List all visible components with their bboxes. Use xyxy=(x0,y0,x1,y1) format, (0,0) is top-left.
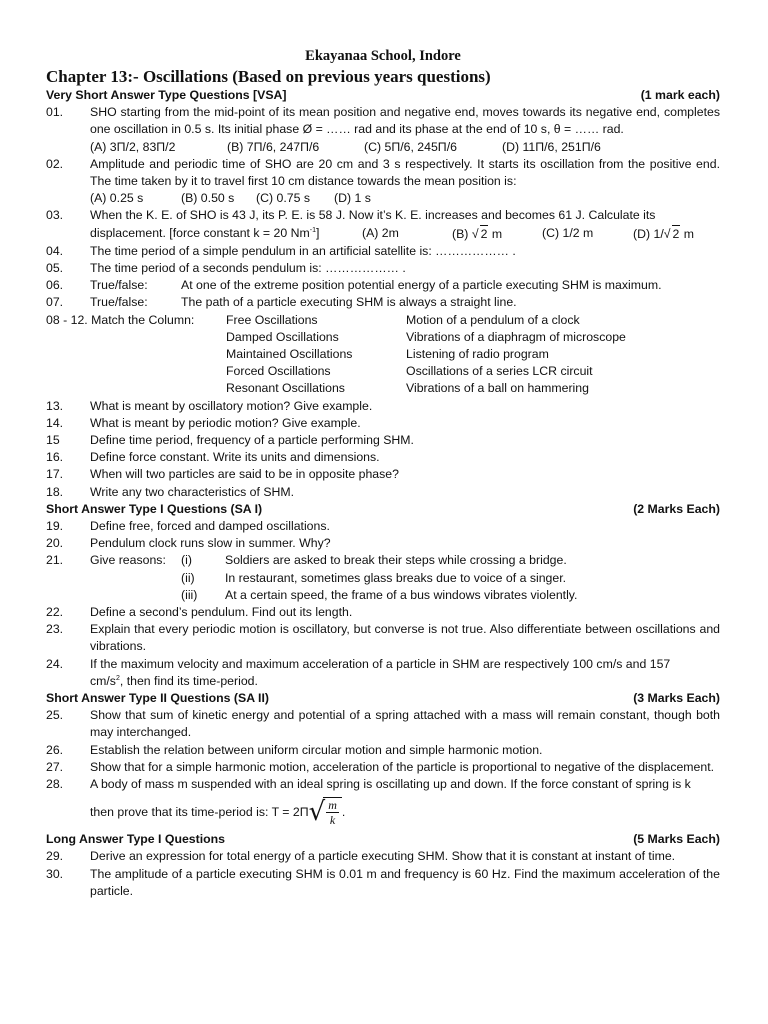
true-false-label: True/false: xyxy=(90,278,148,293)
match-left-item: Forced Oscillations xyxy=(226,364,331,379)
sub-question-text: At a certain speed, the frame of a bus windows vibrates violently. xyxy=(225,587,578,602)
match-left-item: Free Oscillations xyxy=(226,312,318,327)
question-17 xyxy=(46,466,720,483)
question-number: 23. xyxy=(46,622,64,637)
option-d: (D) 1 s xyxy=(334,191,371,206)
match-row xyxy=(46,312,720,329)
chapter-title: Chapter 13:- Oscillations (Based on previous years questions) xyxy=(46,67,491,86)
question-text: What is meant by oscillatory motion? Give example. xyxy=(90,398,373,413)
question-number: 22. xyxy=(46,605,64,619)
sub-question-text: Soldiers are asked to break their steps while crossing a bridge. xyxy=(225,553,567,568)
question-text: The amplitude of a particle executing SHM is 0.01 m and frequency is 60 Hz. Find the maximum acceleration of the particle. xyxy=(90,866,720,898)
question-23 xyxy=(46,621,720,655)
worksheet-page xyxy=(46,47,720,900)
option-c: (C) 1/2 m xyxy=(542,225,594,240)
question-number: 18. xyxy=(46,484,64,499)
question-number: 27. xyxy=(46,759,64,774)
match-row xyxy=(46,329,720,346)
question-text: The time period of a simple pendulum in an artificial satellite is: ……………… . xyxy=(90,243,516,258)
question-22 xyxy=(46,604,720,621)
question-number: 21. xyxy=(46,553,64,568)
section-header-la1 xyxy=(46,831,720,848)
section-header-sa2 xyxy=(46,690,720,707)
option-b: (B) 7Π/6, 247Π/6 xyxy=(227,139,320,154)
match-row xyxy=(46,363,720,380)
formula-line: then prove that its time-period is: T = 2Π √ $\frac{m}{k}$ . xyxy=(90,797,346,828)
question-text: Show that for a simple harmonic motion, acceleration of the particle is proportional to negative of the displacement. xyxy=(90,759,715,774)
match-the-column xyxy=(46,312,720,398)
question-text: Establish the relation between uniform circular motion and simple harmonic motion. xyxy=(90,742,543,757)
option-b: (B) 0.50 s xyxy=(181,191,235,206)
sub-number: (i) xyxy=(181,553,192,568)
question-04 xyxy=(46,243,720,260)
option-c: (C) 5Π/6, 245Π/6 xyxy=(364,139,457,154)
option-a: (A) 3Π/2, 83Π/2 xyxy=(90,139,176,154)
match-left-item: Damped Oscillations xyxy=(226,329,339,344)
question-14 xyxy=(46,415,720,432)
section-title: Short Answer Type I Questions (SA I) xyxy=(46,501,263,516)
section-marks: (2 Marks Each) xyxy=(633,501,720,516)
question-20 xyxy=(46,535,720,552)
question-text: Amplitude and periodic time of SHO are 20 cm and 3 s respectively. It starts its oscillation from the positive end. The time taken by it to travel first 10 cm distance towards the mean position is: xyxy=(90,156,720,188)
question-text: A body of mass m suspended with an ideal spring is oscillating up and down. If the force constant of spring is k xyxy=(90,777,691,792)
question-number: 19. xyxy=(46,519,64,534)
question-25 xyxy=(46,707,720,741)
question-number: 02. xyxy=(46,156,64,171)
question-text: When will two particles are said to be in opposite phase? xyxy=(90,467,399,482)
question-text: Explain that every periodic motion is oscillatory, but converse is not true. Also differentiate between oscillations and vibrations. xyxy=(90,622,720,654)
question-number: 06. xyxy=(46,278,64,293)
question-06 xyxy=(46,277,720,294)
question-number: 30. xyxy=(46,866,64,881)
question-text: If the maximum velocity and maximum acceleration of a particle in SHM are respectively 100 cm/s and 157 xyxy=(90,656,671,671)
match-row xyxy=(46,380,720,397)
match-right-item: Oscillations of a series LCR circuit xyxy=(406,364,593,379)
option-d: (D) 1/√ 2 m xyxy=(633,225,694,243)
match-left-item: Resonant Oscillations xyxy=(226,381,345,396)
sub-number: (iii) xyxy=(181,587,198,602)
question-text: SHO starting from the mid-point of its mean position and negative end, moves towards its negative end, completes one oscillation in 0.5 s. Its initial phase Ø = …… rad and its phase at the end of 10 s, θ = …… rad. xyxy=(90,105,720,137)
question-text-cont: displacement. [force constant k = 20 $Nm^{-1}$] xyxy=(90,225,320,240)
question-number: 28. xyxy=(46,777,64,792)
question-number: 20. xyxy=(46,536,64,551)
option-a: (A) 2m xyxy=(362,225,399,240)
question-number: 13. xyxy=(46,398,64,413)
question-text: The time period of a seconds pendulum is: ……………… . xyxy=(90,261,406,276)
question-24 xyxy=(46,656,720,690)
section-header-sa1 xyxy=(46,501,720,518)
match-right-item: Vibrations of a ball on hammering xyxy=(406,381,589,396)
question-13 xyxy=(46,398,720,415)
question-text: Define free, forced and damped oscillations. xyxy=(90,519,330,534)
question-text: Show that sum of kinetic energy and potential of a spring attached with a mass will remain constant, though both may interchanged. xyxy=(90,708,720,740)
sub-question-text: In restaurant, sometimes glass breaks due to voice of a singer. xyxy=(225,570,567,585)
question-text: At one of the extreme position potential energy of a particle executing SHM is maximum. xyxy=(181,278,662,293)
question-number: 15 xyxy=(46,433,60,448)
question-28 xyxy=(46,776,720,831)
question-30 xyxy=(46,866,720,900)
question-number: 16. xyxy=(46,450,64,465)
match-left-item: Maintained Oscillations xyxy=(226,347,353,362)
question-number: 05. xyxy=(46,261,64,276)
question-number: 07. xyxy=(46,295,64,310)
options-row xyxy=(90,139,720,156)
question-18 xyxy=(46,484,720,501)
option-c: (C) 0.75 s xyxy=(256,191,310,206)
question-number: 14. xyxy=(46,415,64,430)
match-right-item: Listening of radio program xyxy=(406,347,549,362)
question-27 xyxy=(46,759,720,776)
section-title: Long Answer Type I Questions xyxy=(46,832,226,847)
school-name: Ekayanaa School, Indore xyxy=(305,48,461,64)
reasons-label: Give reasons: xyxy=(90,553,166,568)
question-text: Define a second’s pendulum. Find out its length. xyxy=(90,605,353,619)
question-text-cont: $cm/s^2$, then find its time-period. xyxy=(90,673,258,688)
question-19 xyxy=(46,518,720,535)
square-root-formula: √ $\frac{m}{k}$ xyxy=(309,797,342,827)
question-text: Derive an expression for total energy of a particle executing SHM. Show that it is constant at instant of time. xyxy=(90,849,676,864)
question-26 xyxy=(46,742,720,759)
question-text: Define time period, frequency of a particle performing SHM. xyxy=(90,433,414,448)
question-01 xyxy=(46,104,720,156)
question-number: 17. xyxy=(46,467,64,482)
match-row xyxy=(46,346,720,363)
question-text: Define force constant. Write its units and dimensions. xyxy=(90,450,380,465)
question-number: 04. xyxy=(46,243,64,258)
option-d: (D) 11Π/6, 251Π/6 xyxy=(502,139,601,154)
question-number: 29. xyxy=(46,849,64,864)
question-05 xyxy=(46,260,720,277)
question-16 xyxy=(46,449,720,466)
question-number: 24. xyxy=(46,656,64,671)
question-07 xyxy=(46,294,720,311)
option-b: (B) √ 2 m xyxy=(452,225,542,243)
question-text: The path of a particle executing SHM is always a straight line. xyxy=(181,295,517,310)
question-02 xyxy=(46,156,720,208)
question-text: Write any two characteristics of SHM. xyxy=(90,484,295,499)
section-marks: (3 Marks Each) xyxy=(633,691,720,706)
question-21 xyxy=(46,552,720,604)
sub-number: (ii) xyxy=(181,570,195,585)
true-false-label: True/false: xyxy=(90,295,148,310)
section-title: Very Short Answer Type Questions [VSA] xyxy=(46,88,287,102)
match-label: 08 - 12. Match the Column: xyxy=(46,312,195,327)
options-row xyxy=(90,190,720,207)
question-number: 03. xyxy=(46,208,64,223)
question-text: What is meant by periodic motion? Give example. xyxy=(90,415,361,430)
section-title: Short Answer Type II Questions (SA II) xyxy=(46,691,269,706)
match-right-item: Motion of a pendulum of a clock xyxy=(406,312,580,327)
match-right-item: Vibrations of a diaphragm of microscope xyxy=(406,329,626,344)
question-15 xyxy=(46,432,720,449)
section-header-vsa xyxy=(46,87,720,104)
section-marks: (1 mark each) xyxy=(640,88,720,102)
option-a: (A) 0.25 s xyxy=(90,191,144,206)
question-number: 25. xyxy=(46,708,64,723)
options-row xyxy=(90,225,720,243)
question-text: When the K. E. of SHO is 43 J, its P. E. is 58 J. Now it’s K. E. increases and becomes 61 J. Calculate its xyxy=(90,208,656,223)
question-number: 26. xyxy=(46,742,64,757)
question-text: Pendulum clock runs slow in summer. Why? xyxy=(90,536,331,551)
question-29 xyxy=(46,848,720,865)
question-03 xyxy=(46,207,720,242)
question-number: 01. xyxy=(46,105,64,120)
section-marks: (5 Marks Each) xyxy=(633,832,720,847)
